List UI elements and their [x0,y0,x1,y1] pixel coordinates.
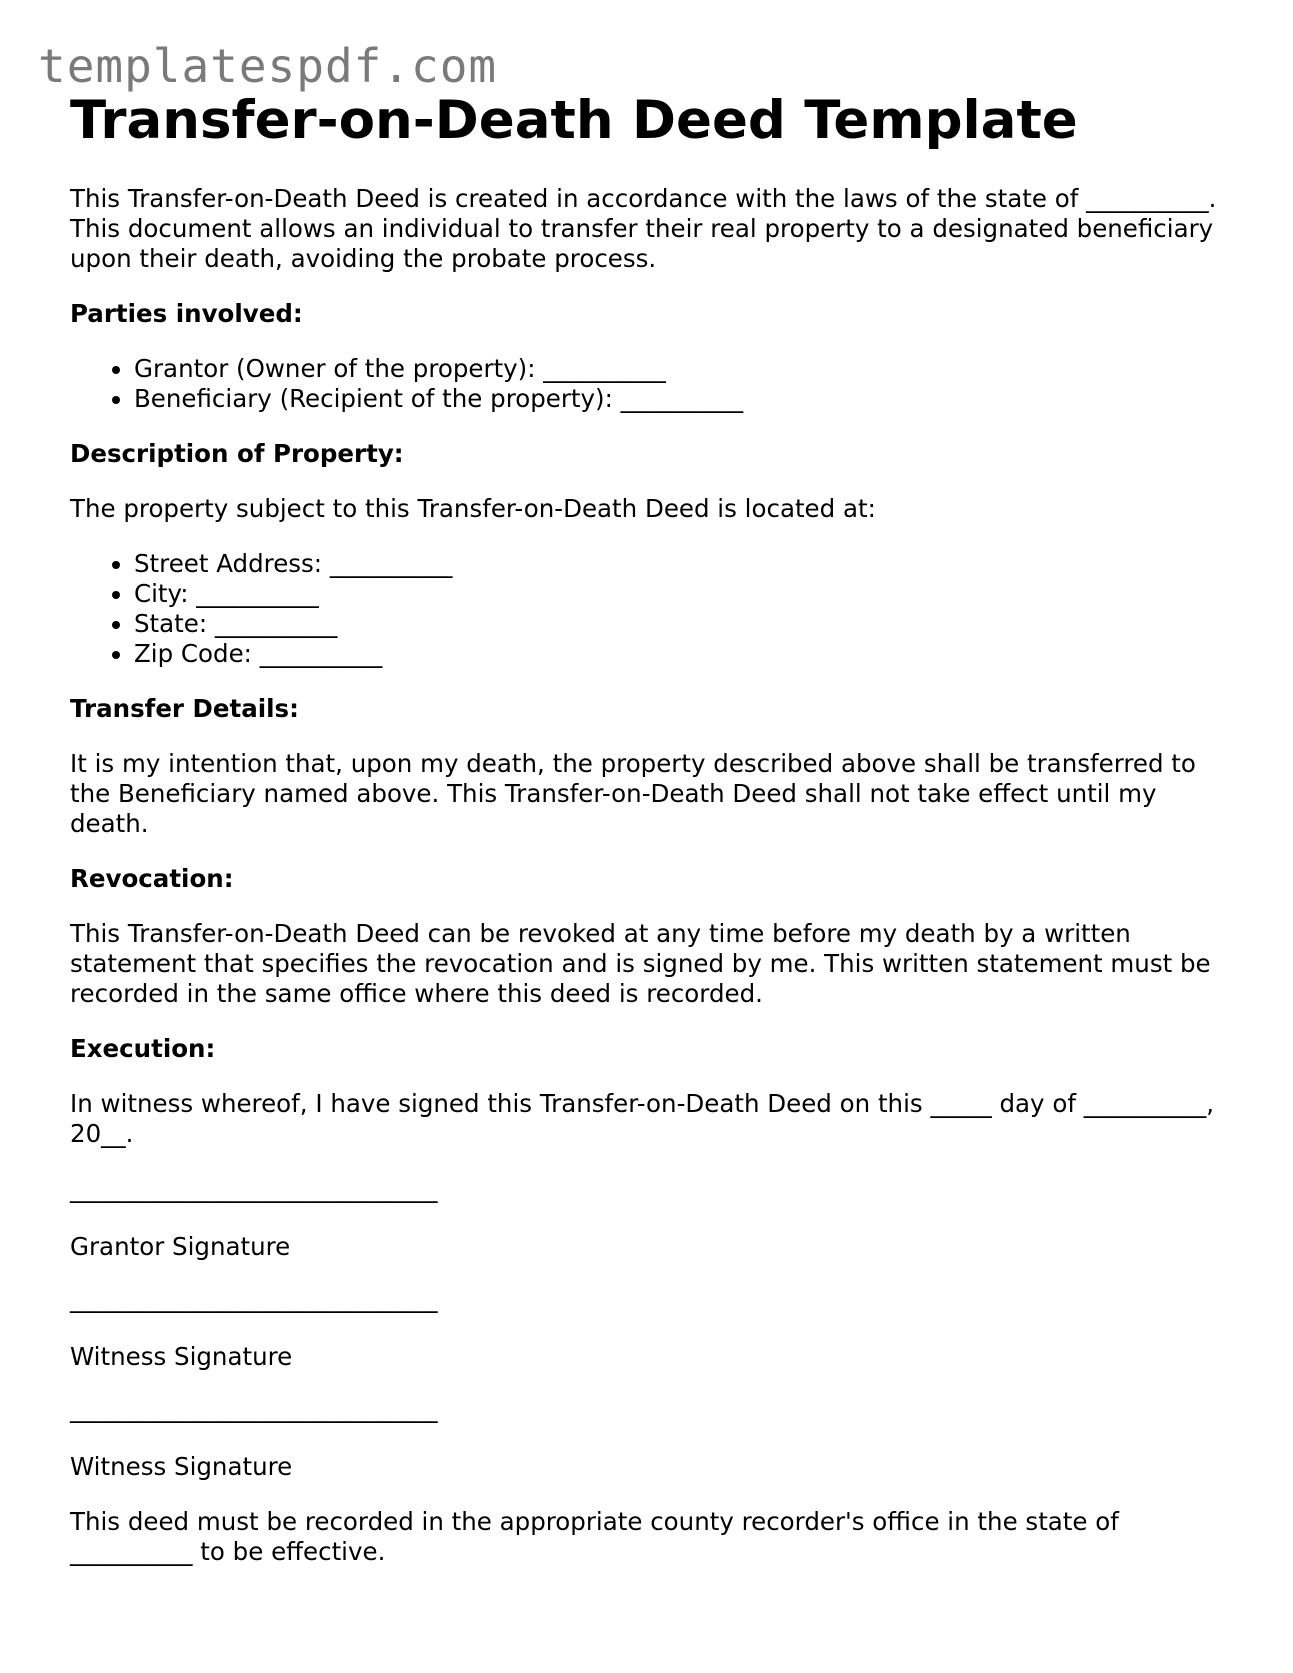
intro-paragraph: This Transfer-on-Death Deed is created in accordance with the laws of the state of __________. This document allows an individual to transfer their real property to a designated beneficiary upon their death, avoiding the probate process. [70,184,1217,273]
list-item-zip-code: • Zip Code: __________ [134,639,1230,669]
grantor-signature-label: Grantor Signature [70,1232,291,1261]
list-item-state: • State: __________ [134,609,1230,639]
witness-signature-line-1: ______________________________ [70,1284,438,1313]
execution-heading: Execution: [70,1034,216,1063]
signature-block [70,1174,1230,1482]
execution-paragraph: In witness whereof, I have signed this Transfer-on-Death Deed on this _____ day of __________, 20__. [70,1089,1215,1148]
watermark: templatespdf.com [38,39,498,93]
parties-heading: Parties involved: [70,299,303,328]
closing-paragraph: This deed must be recorded in the appropriate county recorder's office in the state of __________ to be effective. [70,1507,1119,1566]
transfer-heading: Transfer Details: [70,694,299,723]
list-item-beneficiary: • Beneficiary (Recipient of the property): __________ [134,384,1230,414]
witness-signature-label-2: Witness Signature [70,1452,293,1481]
property-list [70,549,1230,669]
revocation-paragraph: This Transfer-on-Death Deed can be revoked at any time before my death by a written statement that specifies the revocation and is signed by me. This written statement must be recorded in the same office where this deed is recorded. [70,919,1211,1008]
document-title: Transfer-on-Death Deed Template [70,90,1078,151]
witness-signature-label-1: Witness Signature [70,1342,293,1371]
property-intro: The property subject to this Transfer-on-Death Deed is located at: [70,494,876,523]
list-item-grantor: • Grantor (Owner of the property): __________ [134,354,1230,384]
parties-list [70,354,1230,414]
property-heading: Description of Property: [70,439,404,468]
document [70,88,1230,1592]
grantor-signature-line: ______________________________ [70,1174,438,1203]
transfer-paragraph: It is my intention that, upon my death, the property described above shall be transferred to the Beneficiary named above. This Transfer-on-Death Deed shall not take effect until my death. [70,749,1196,838]
list-item-street-address: • Street Address: __________ [134,549,1230,579]
list-item-city: • City: __________ [134,579,1230,609]
revocation-heading: Revocation: [70,864,234,893]
witness-signature-line-2: ______________________________ [70,1394,438,1423]
